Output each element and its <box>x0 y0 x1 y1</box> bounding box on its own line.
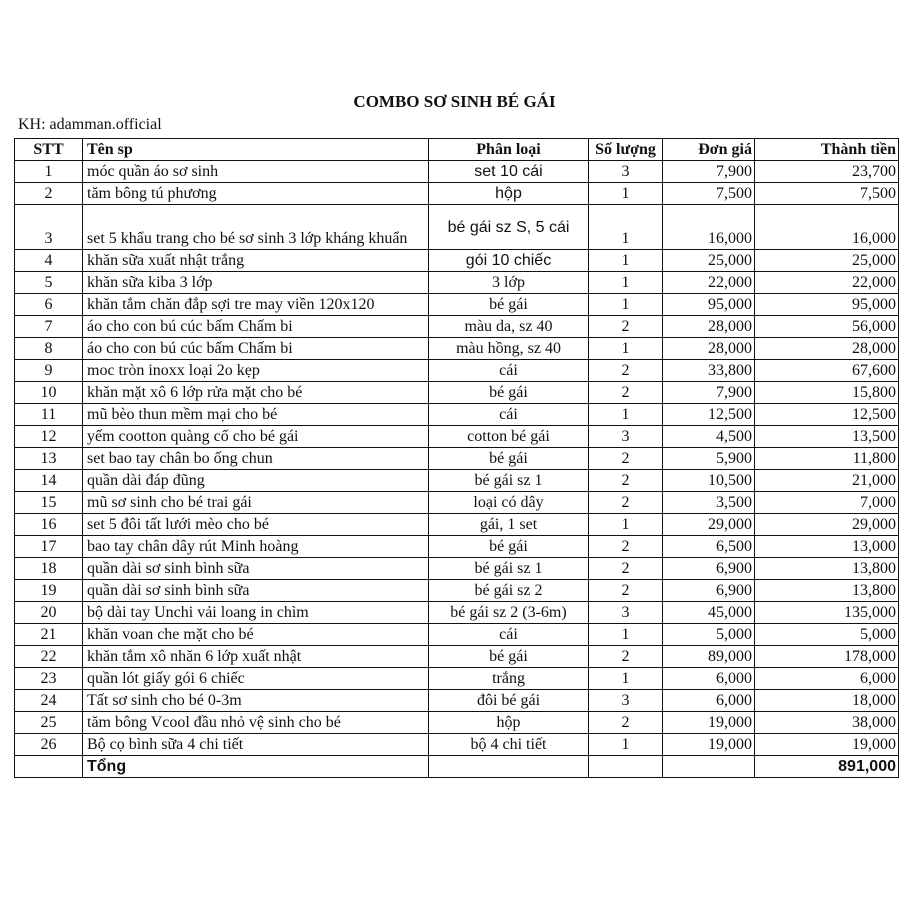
cell-stt: 25 <box>15 712 83 734</box>
cell-price: 10,500 <box>663 470 755 492</box>
cell-price: 89,000 <box>663 646 755 668</box>
cell-type: bé gái <box>429 294 589 316</box>
cell-price: 19,000 <box>663 712 755 734</box>
table-row <box>15 161 899 183</box>
cell-name: yếm cootton quàng cổ cho bé gái <box>83 426 429 448</box>
cell-total: 25,000 <box>755 250 899 272</box>
footer-total-label: Tổng <box>83 756 429 778</box>
cell-name: set 5 đôi tất lưới mèo cho bé <box>83 514 429 536</box>
table-row <box>15 536 899 558</box>
cell-type: cái <box>429 624 589 646</box>
cell-stt: 5 <box>15 272 83 294</box>
cell-type: 3 lớp <box>429 272 589 294</box>
cell-type: cái <box>429 404 589 426</box>
table-row <box>15 514 899 536</box>
cell-type: bé gái sz S, 5 cái <box>429 205 589 250</box>
cell-qty: 3 <box>589 426 663 448</box>
table-row <box>15 294 899 316</box>
cell-stt: 15 <box>15 492 83 514</box>
cell-name: khăn voan che mặt cho bé <box>83 624 429 646</box>
cell-qty: 1 <box>589 183 663 205</box>
table-row <box>15 624 899 646</box>
cell-total: 19,000 <box>755 734 899 756</box>
footer-empty-cell <box>589 756 663 778</box>
cell-price: 6,900 <box>663 558 755 580</box>
table-row <box>15 338 899 360</box>
cell-type: loại có dây <box>429 492 589 514</box>
cell-stt: 16 <box>15 514 83 536</box>
cell-type: hộp <box>429 183 589 205</box>
cell-total: 56,000 <box>755 316 899 338</box>
cell-type: bé gái sz 2 <box>429 580 589 602</box>
table-row <box>15 668 899 690</box>
cell-total: 16,000 <box>755 205 899 250</box>
header-stt: STT <box>15 139 83 161</box>
cell-name: khăn sữa kiba 3 lớp <box>83 272 429 294</box>
header-name: Tên sp <box>83 139 429 161</box>
header-price: Đơn giá <box>663 139 755 161</box>
cell-qty: 3 <box>589 161 663 183</box>
cell-name: khăn mặt xô 6 lớp rửa mặt cho bé <box>83 382 429 404</box>
cell-price: 3,500 <box>663 492 755 514</box>
cell-type: gái, 1 set <box>429 514 589 536</box>
cell-type: màu da, sz 40 <box>429 316 589 338</box>
cell-name: bộ dài tay Unchi vải loang in chìm <box>83 602 429 624</box>
cell-total: 13,800 <box>755 580 899 602</box>
cell-type: bé gái <box>429 448 589 470</box>
table-row <box>15 734 899 756</box>
order-table <box>14 138 899 778</box>
cell-name: quần lót giấy gói 6 chiếc <box>83 668 429 690</box>
cell-price: 5,900 <box>663 448 755 470</box>
cell-qty: 2 <box>589 558 663 580</box>
cell-name: moc tròn inoxx loại 2o kẹp <box>83 360 429 382</box>
cell-stt: 14 <box>15 470 83 492</box>
cell-total: 18,000 <box>755 690 899 712</box>
table-row <box>15 558 899 580</box>
cell-qty: 2 <box>589 470 663 492</box>
cell-name: khăn sữa xuất nhật trắng <box>83 250 429 272</box>
cell-total: 178,000 <box>755 646 899 668</box>
cell-price: 12,500 <box>663 404 755 426</box>
cell-name: móc quần áo sơ sinh <box>83 161 429 183</box>
table-row <box>15 404 899 426</box>
cell-price: 25,000 <box>663 250 755 272</box>
cell-type: cotton bé gái <box>429 426 589 448</box>
cell-name: Bộ cọ bình sữa 4 chi tiết <box>83 734 429 756</box>
cell-qty: 1 <box>589 250 663 272</box>
cell-total: 13,800 <box>755 558 899 580</box>
cell-stt: 22 <box>15 646 83 668</box>
cell-price: 7,900 <box>663 161 755 183</box>
cell-stt: 6 <box>15 294 83 316</box>
cell-qty: 2 <box>589 316 663 338</box>
customer-label: KH: adamman.official <box>18 116 162 133</box>
cell-stt: 26 <box>15 734 83 756</box>
table-row <box>15 580 899 602</box>
cell-stt: 19 <box>15 580 83 602</box>
cell-total: 15,800 <box>755 382 899 404</box>
cell-type: bé gái sz 1 <box>429 470 589 492</box>
cell-stt: 17 <box>15 536 83 558</box>
cell-stt: 1 <box>15 161 83 183</box>
cell-qty: 1 <box>589 624 663 646</box>
cell-price: 16,000 <box>663 205 755 250</box>
table-row <box>15 602 899 624</box>
cell-price: 6,500 <box>663 536 755 558</box>
cell-price: 22,000 <box>663 272 755 294</box>
table-header-row <box>15 139 899 161</box>
cell-total: 28,000 <box>755 338 899 360</box>
table-row <box>15 250 899 272</box>
cell-price: 5,000 <box>663 624 755 646</box>
cell-price: 6,000 <box>663 668 755 690</box>
cell-stt: 10 <box>15 382 83 404</box>
cell-name: khăn tắm xô nhăn 6 lớp xuất nhật <box>83 646 429 668</box>
cell-type: bé gái <box>429 382 589 404</box>
cell-total: 12,500 <box>755 404 899 426</box>
table-row <box>15 492 899 514</box>
cell-total: 7,000 <box>755 492 899 514</box>
footer-empty-cell <box>429 756 589 778</box>
cell-total: 135,000 <box>755 602 899 624</box>
cell-type: bé gái <box>429 536 589 558</box>
cell-stt: 8 <box>15 338 83 360</box>
cell-name: set 5 khẩu trang cho bé sơ sinh 3 lớp kháng khuẩn <box>83 205 429 250</box>
table-footer-row <box>15 756 899 778</box>
cell-total: 23,700 <box>755 161 899 183</box>
cell-type: bộ 4 chi tiết <box>429 734 589 756</box>
cell-stt: 3 <box>15 205 83 250</box>
cell-qty: 2 <box>589 536 663 558</box>
cell-name: bao tay chân dây rút Minh hoàng <box>83 536 429 558</box>
cell-qty: 3 <box>589 602 663 624</box>
cell-qty: 2 <box>589 646 663 668</box>
cell-qty: 2 <box>589 360 663 382</box>
document-title: COMBO SƠ SINH BÉ GÁI <box>353 92 556 111</box>
cell-stt: 24 <box>15 690 83 712</box>
cell-stt: 13 <box>15 448 83 470</box>
table-row <box>15 272 899 294</box>
cell-total: 29,000 <box>755 514 899 536</box>
cell-stt: 23 <box>15 668 83 690</box>
cell-type: bé gái sz 1 <box>429 558 589 580</box>
cell-type: đôi bé gái <box>429 690 589 712</box>
table-row <box>15 646 899 668</box>
cell-name: Tất sơ sinh cho bé 0-3m <box>83 690 429 712</box>
cell-qty: 1 <box>589 338 663 360</box>
cell-type: bé gái sz 2 (3-6m) <box>429 602 589 624</box>
cell-qty: 1 <box>589 734 663 756</box>
table-row <box>15 426 899 448</box>
cell-type: gói 10 chiếc <box>429 250 589 272</box>
cell-price: 6,900 <box>663 580 755 602</box>
table-row <box>15 205 899 250</box>
cell-name: set bao tay chân bo ống chun <box>83 448 429 470</box>
cell-type: cái <box>429 360 589 382</box>
table-row <box>15 690 899 712</box>
cell-stt: 11 <box>15 404 83 426</box>
cell-price: 29,000 <box>663 514 755 536</box>
cell-name: mũ bèo thun mềm mại cho bé <box>83 404 429 426</box>
table-row <box>15 712 899 734</box>
cell-qty: 2 <box>589 448 663 470</box>
cell-type: trắng <box>429 668 589 690</box>
footer-empty-cell <box>15 756 83 778</box>
cell-name: mũ sơ sinh cho bé trai gái <box>83 492 429 514</box>
cell-total: 38,000 <box>755 712 899 734</box>
cell-stt: 7 <box>15 316 83 338</box>
cell-price: 45,000 <box>663 602 755 624</box>
table-body <box>15 161 899 756</box>
cell-price: 33,800 <box>663 360 755 382</box>
cell-price: 28,000 <box>663 338 755 360</box>
cell-qty: 1 <box>589 272 663 294</box>
cell-price: 19,000 <box>663 734 755 756</box>
cell-qty: 1 <box>589 205 663 250</box>
header-type: Phân loại <box>429 139 589 161</box>
cell-qty: 2 <box>589 492 663 514</box>
cell-name: quần dài sơ sinh bình sữa <box>83 580 429 602</box>
cell-total: 13,000 <box>755 536 899 558</box>
cell-total: 67,600 <box>755 360 899 382</box>
cell-stt: 4 <box>15 250 83 272</box>
footer-grand-total: 891,000 <box>755 756 899 778</box>
cell-total: 21,000 <box>755 470 899 492</box>
cell-name: tăm bông tú phương <box>83 183 429 205</box>
cell-type: màu hồng, sz 40 <box>429 338 589 360</box>
table-row <box>15 448 899 470</box>
cell-stt: 21 <box>15 624 83 646</box>
table-row <box>15 183 899 205</box>
cell-qty: 3 <box>589 690 663 712</box>
cell-stt: 20 <box>15 602 83 624</box>
cell-stt: 2 <box>15 183 83 205</box>
cell-name: áo cho con bú cúc bấm Chấm bi <box>83 338 429 360</box>
cell-qty: 1 <box>589 514 663 536</box>
table-row <box>15 316 899 338</box>
cell-price: 28,000 <box>663 316 755 338</box>
table-row <box>15 382 899 404</box>
cell-total: 13,500 <box>755 426 899 448</box>
cell-total: 22,000 <box>755 272 899 294</box>
cell-qty: 1 <box>589 668 663 690</box>
footer-empty-cell <box>663 756 755 778</box>
header-qty: Số lượng <box>589 139 663 161</box>
cell-name: tăm bông Vcool đầu nhỏ vệ sinh cho bé <box>83 712 429 734</box>
cell-stt: 9 <box>15 360 83 382</box>
cell-type: bé gái <box>429 646 589 668</box>
cell-name: quần dài đáp đũng <box>83 470 429 492</box>
cell-name: áo cho con bú cúc bấm Chấm bi <box>83 316 429 338</box>
cell-price: 7,500 <box>663 183 755 205</box>
cell-type: hộp <box>429 712 589 734</box>
cell-qty: 1 <box>589 404 663 426</box>
table-row <box>15 470 899 492</box>
cell-stt: 18 <box>15 558 83 580</box>
cell-name: quần dài sơ sinh bình sữa <box>83 558 429 580</box>
cell-type: set 10 cái <box>429 161 589 183</box>
cell-price: 95,000 <box>663 294 755 316</box>
cell-price: 6,000 <box>663 690 755 712</box>
table-row <box>15 360 899 382</box>
cell-qty: 1 <box>589 294 663 316</box>
cell-price: 7,900 <box>663 382 755 404</box>
cell-qty: 2 <box>589 712 663 734</box>
cell-total: 95,000 <box>755 294 899 316</box>
cell-stt: 12 <box>15 426 83 448</box>
cell-total: 11,800 <box>755 448 899 470</box>
cell-name: khăn tắm chăn đắp sợi tre may viền 120x120 <box>83 294 429 316</box>
cell-price: 4,500 <box>663 426 755 448</box>
cell-qty: 2 <box>589 580 663 602</box>
header-total: Thành tiền <box>755 139 899 161</box>
cell-total: 5,000 <box>755 624 899 646</box>
cell-total: 6,000 <box>755 668 899 690</box>
cell-qty: 2 <box>589 382 663 404</box>
cell-total: 7,500 <box>755 183 899 205</box>
